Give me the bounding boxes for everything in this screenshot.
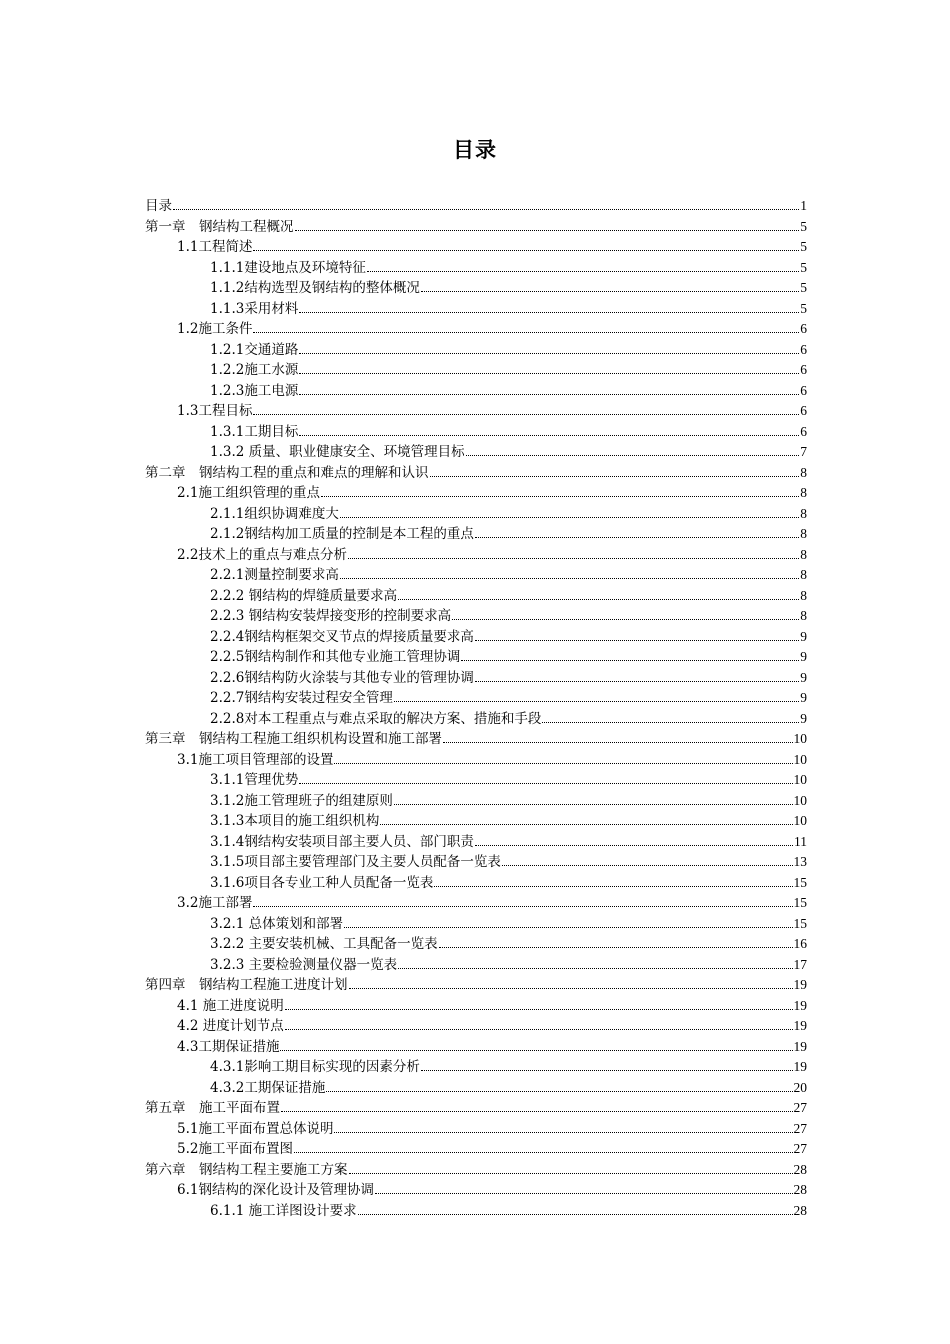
- toc-entry-label: 5.1施工平面布置总体说明: [177, 1120, 334, 1137]
- toc-entry-page-number: 5: [800, 300, 807, 316]
- dot-leader: [299, 373, 799, 374]
- toc-entry-label: 4.2 进度计划节点: [177, 1018, 284, 1034]
- toc-entry[interactable]: [145, 606, 807, 627]
- dot-leader: [344, 927, 792, 928]
- toc-entry-label: 4.3工期保证措施: [177, 1038, 280, 1055]
- dot-leader: [398, 968, 792, 969]
- toc-entry-label: 2.2.4钢结构框架交叉节点的焊接质量要求高: [210, 628, 474, 645]
- toc-entry-page-number: 9: [800, 690, 807, 705]
- toc-entry-label: 1.3工程目标: [177, 403, 253, 419]
- dot-leader: [358, 1214, 793, 1215]
- toc-entry-page-number: 6: [800, 362, 807, 377]
- toc-entry[interactable]: [145, 483, 807, 504]
- toc-entry-page-number: 1: [800, 198, 807, 213]
- toc-entry-label: 2.2.5钢结构制作和其他专业施工管理协调: [210, 649, 461, 665]
- toc-entry-page-number: 8: [800, 608, 807, 623]
- toc-entry-page-number: 5: [800, 239, 807, 254]
- toc-entry[interactable]: [145, 709, 807, 730]
- toc-entry-page-number: 19: [793, 1038, 807, 1054]
- toc-entry-page-number: 5: [800, 218, 807, 234]
- toc-entry[interactable]: [145, 360, 807, 381]
- toc-entry-label: 3.1.1管理优势: [210, 772, 299, 788]
- toc-entry[interactable]: [145, 217, 807, 238]
- toc-entry[interactable]: [145, 975, 807, 996]
- dot-leader: [434, 886, 792, 887]
- toc-entry[interactable]: [145, 586, 807, 607]
- toc-entry[interactable]: [145, 1098, 807, 1119]
- dot-leader: [285, 1009, 793, 1010]
- toc-entry-label: 1.2.3施工电源: [210, 382, 299, 399]
- dot-leader: [421, 291, 799, 292]
- toc-entry-page-number: 9: [800, 649, 807, 664]
- toc-entry-page-number: 27: [793, 1100, 807, 1115]
- toc-entry-page-number: 10: [793, 792, 807, 808]
- toc-entry-page-number: 9: [800, 710, 807, 726]
- toc-entry-label: 1.1.1建设地点及环境特征: [210, 259, 366, 276]
- toc-entry-label: 1.3.1工期目标: [210, 423, 299, 440]
- dot-leader: [502, 865, 793, 866]
- dot-leader: [340, 517, 799, 518]
- dot-leader: [394, 804, 793, 805]
- toc-entry-label: 1.2施工条件: [177, 321, 253, 337]
- dot-leader: [349, 988, 793, 989]
- toc-entry[interactable]: [145, 729, 807, 750]
- toc-entry-page-number: 28: [793, 1161, 807, 1177]
- dot-leader: [349, 1173, 793, 1174]
- toc-entry-label: 1.3.2 质量、职业健康安全、环境管理目标: [210, 444, 465, 460]
- dot-leader: [326, 1091, 792, 1092]
- toc-entry-label: 2.1施工组织管理的重点: [177, 485, 320, 501]
- dot-leader: [299, 783, 792, 784]
- toc-entry[interactable]: [145, 545, 807, 566]
- dot-leader: [299, 312, 799, 313]
- toc-entry[interactable]: [145, 934, 807, 955]
- toc-entry[interactable]: [145, 873, 807, 894]
- toc-entry[interactable]: [145, 504, 807, 525]
- toc-entry-label: 6.1钢结构的深化设计及管理协调: [177, 1182, 374, 1198]
- toc-entry-page-number: 6: [800, 403, 807, 418]
- toc-entry-label: 3.1.6项目各专业工种人员配备一览表: [210, 874, 434, 891]
- toc-entry[interactable]: [145, 1160, 807, 1181]
- toc-entry-page-number: 8: [800, 587, 807, 603]
- toc-entry-page-number: 28: [793, 1202, 807, 1218]
- toc-entry-label: 4.3.1影响工期目标实现的因素分析: [210, 1059, 420, 1075]
- toc-entry-label: 3.2.2 主要安装机械、工具配备一览表: [210, 936, 438, 952]
- toc-entry-label: 2.2.6钢结构防火涂装与其他专业的管理协调: [210, 669, 474, 686]
- dot-leader: [475, 640, 799, 641]
- dot-leader: [334, 763, 792, 764]
- dot-leader: [367, 271, 799, 272]
- toc-entry-page-number: 28: [793, 1182, 807, 1197]
- toc-entry-page-number: 6: [800, 423, 807, 439]
- toc-entry[interactable]: [145, 811, 807, 832]
- toc-entry[interactable]: [145, 401, 807, 422]
- dot-leader: [299, 353, 799, 354]
- toc-entry-page-number: 8: [800, 505, 807, 521]
- toc-entry-page-number: 17: [793, 956, 807, 972]
- toc-entry-page-number: 10: [793, 772, 807, 787]
- toc-entry-label: 3.1.4钢结构安装项目部主要人员、部门职责: [210, 833, 474, 850]
- dot-leader: [173, 209, 799, 210]
- toc-entry[interactable]: [145, 1139, 807, 1160]
- toc-entry-label: 1.1.2结构选型及钢结构的整体概况: [210, 280, 420, 296]
- toc-entry-page-number: 6: [800, 382, 807, 398]
- toc-entry-page-number: 9: [800, 628, 807, 644]
- toc-entry-label: 第三章 钢结构工程施工组织机构设置和施工部署: [145, 731, 442, 747]
- toc-entry[interactable]: [145, 565, 807, 586]
- toc-entry-label: 3.2施工部署: [177, 895, 253, 911]
- toc-entry-label: 第一章 钢结构工程概况: [145, 218, 294, 235]
- toc-entry-label: 1.2.2施工水源: [210, 362, 299, 378]
- toc-entry[interactable]: [145, 237, 807, 258]
- toc-entry[interactable]: [145, 770, 807, 791]
- toc-entry[interactable]: [145, 524, 807, 545]
- toc-entry[interactable]: [145, 893, 807, 914]
- toc-entry-label: 1.1.3采用材料: [210, 300, 299, 317]
- dot-leader: [466, 455, 800, 456]
- toc-entry-label: 1.2.1交通道路: [210, 341, 299, 358]
- dot-leader: [299, 435, 799, 436]
- toc-entry-label: 6.1.1 施工详图设计要求: [210, 1202, 357, 1219]
- toc-entry-label: 2.2.1测量控制要求高: [210, 567, 339, 583]
- dot-leader: [443, 742, 793, 743]
- dot-leader: [452, 619, 799, 620]
- toc-entry-page-number: 5: [800, 259, 807, 275]
- toc-entry[interactable]: [145, 381, 807, 402]
- toc-entry-label: 2.2技术上的重点与难点分析: [177, 546, 347, 563]
- toc-entry-label: 第四章 钢结构工程施工进度计划: [145, 977, 348, 993]
- table-of-contents: [145, 196, 807, 1221]
- toc-entry-page-number: 10: [793, 751, 807, 767]
- dot-leader: [439, 947, 793, 948]
- dot-leader: [253, 906, 792, 907]
- toc-entry-label: 2.2.3 钢结构安装焊接变形的控制要求高: [210, 608, 452, 624]
- toc-entry-page-number: 27: [793, 1141, 807, 1156]
- toc-entry[interactable]: [145, 463, 807, 484]
- toc-entry-page-number: 15: [793, 895, 807, 910]
- toc-entry-page-number: 5: [800, 280, 807, 295]
- toc-entry-page-number: 8: [800, 546, 807, 562]
- toc-entry[interactable]: [145, 278, 807, 299]
- toc-entry[interactable]: [145, 996, 807, 1017]
- toc-entry-label: 第五章 施工平面布置: [145, 1100, 280, 1116]
- dot-leader: [398, 599, 799, 600]
- toc-entry-page-number: 15: [793, 874, 807, 890]
- toc-entry[interactable]: [145, 258, 807, 279]
- toc-entry[interactable]: [145, 299, 807, 320]
- dot-leader: [542, 722, 799, 723]
- dot-leader: [321, 496, 799, 497]
- toc-entry[interactable]: [145, 1037, 807, 1058]
- dot-leader: [461, 660, 799, 661]
- toc-entry-label: 2.2.8对本工程重点与难点采取的解决方案、措施和手段: [210, 710, 542, 727]
- toc-entry[interactable]: [145, 832, 807, 853]
- toc-entry-page-number: 10: [793, 813, 807, 828]
- toc-entry-label: 3.1.3本项目的施工组织机构: [210, 813, 380, 829]
- dot-leader: [430, 476, 800, 477]
- toc-entry-label: 2.2.2 钢结构的焊缝质量要求高: [210, 587, 398, 604]
- toc-entry-page-number: 9: [800, 669, 807, 685]
- toc-entry-page-number: 16: [793, 936, 807, 951]
- dot-leader: [380, 824, 792, 825]
- toc-entry-page-number: 8: [800, 526, 807, 541]
- toc-entry[interactable]: [145, 627, 807, 648]
- toc-entry-page-number: 27: [793, 1120, 807, 1136]
- toc-entry-label: 3.2.1 总体策划和部署: [210, 915, 344, 932]
- dot-leader: [475, 845, 793, 846]
- toc-entry[interactable]: [145, 1057, 807, 1078]
- toc-entry-label: 4.3.2工期保证措施: [210, 1079, 326, 1096]
- toc-entry[interactable]: [145, 422, 807, 443]
- toc-entry-label: 第二章 钢结构工程的重点和难点的理解和认识: [145, 464, 429, 481]
- toc-entry-page-number: 6: [800, 321, 807, 336]
- dot-leader: [340, 578, 799, 579]
- dot-leader: [394, 701, 799, 702]
- dot-leader: [281, 1111, 793, 1112]
- toc-entry-label: 第六章 钢结构工程主要施工方案: [145, 1161, 348, 1178]
- toc-entry[interactable]: [145, 1201, 807, 1222]
- toc-entry-page-number: 8: [800, 464, 807, 480]
- dot-leader: [475, 537, 799, 538]
- toc-entry[interactable]: [145, 1078, 807, 1099]
- dot-leader: [294, 1152, 793, 1153]
- dot-leader: [295, 230, 800, 231]
- dot-leader: [348, 558, 799, 559]
- toc-entry-page-number: 13: [793, 854, 807, 869]
- toc-entry-label: 3.1.2施工管理班子的组建原则: [210, 792, 393, 809]
- toc-entry-page-number: 8: [800, 485, 807, 500]
- page-title: 目录: [453, 138, 497, 162]
- dot-leader: [253, 250, 799, 251]
- dot-leader: [280, 1050, 792, 1051]
- toc-entry[interactable]: [145, 1180, 807, 1201]
- toc-entry-page-number: 10: [793, 731, 807, 746]
- toc-entry-page-number: 19: [793, 1018, 807, 1033]
- toc-entry[interactable]: [145, 647, 807, 668]
- toc-entry-page-number: 8: [800, 567, 807, 582]
- toc-entry[interactable]: [145, 688, 807, 709]
- toc-entry[interactable]: [145, 791, 807, 812]
- dot-leader: [253, 414, 799, 415]
- dot-leader: [375, 1193, 793, 1194]
- toc-entry-label: 3.1.5项目部主要管理部门及主要人员配备一览表: [210, 854, 501, 870]
- toc-entry[interactable]: [145, 852, 807, 873]
- toc-entry[interactable]: [145, 668, 807, 689]
- dot-leader: [475, 681, 799, 682]
- dot-leader: [421, 1070, 793, 1071]
- toc-entry[interactable]: [145, 340, 807, 361]
- toc-entry-page-number: 6: [800, 341, 807, 357]
- dot-leader: [253, 332, 799, 333]
- toc-entry[interactable]: [145, 1119, 807, 1140]
- toc-entry[interactable]: [145, 1016, 807, 1037]
- toc-entry-page-number: 19: [793, 997, 807, 1013]
- toc-entry-label: 2.1.1组织协调难度大: [210, 505, 339, 522]
- dot-leader: [334, 1132, 792, 1133]
- toc-entry[interactable]: [145, 196, 807, 217]
- toc-entry[interactable]: [145, 750, 807, 771]
- toc-entry[interactable]: [145, 319, 807, 340]
- toc-entry-label: 2.2.7钢结构安装过程安全管理: [210, 690, 393, 706]
- dot-leader: [299, 394, 799, 395]
- toc-entry-page-number: 7: [800, 444, 807, 459]
- toc-entry[interactable]: [145, 442, 807, 463]
- toc-entry-label: 5.2施工平面布置图: [177, 1141, 293, 1157]
- toc-entry-page-number: 19: [793, 977, 807, 992]
- toc-entry-page-number: 11: [794, 833, 807, 849]
- toc-entry[interactable]: [145, 955, 807, 976]
- toc-entry-label: 4.1 施工进度说明: [177, 997, 284, 1014]
- toc-entry-label: 目录: [145, 198, 172, 214]
- toc-entry-page-number: 15: [793, 915, 807, 931]
- toc-entry-label: 1.1工程简述: [177, 239, 253, 255]
- toc-entry-page-number: 19: [793, 1059, 807, 1074]
- toc-entry-label: 2.1.2钢结构加工质量的控制是本工程的重点: [210, 526, 474, 542]
- toc-entry[interactable]: [145, 914, 807, 935]
- toc-entry-label: 3.2.3 主要检验测量仪器一览表: [210, 956, 398, 973]
- toc-entry-page-number: 20: [793, 1079, 807, 1095]
- toc-entry-label: 3.1施工项目管理部的设置: [177, 751, 334, 768]
- dot-leader: [285, 1029, 793, 1030]
